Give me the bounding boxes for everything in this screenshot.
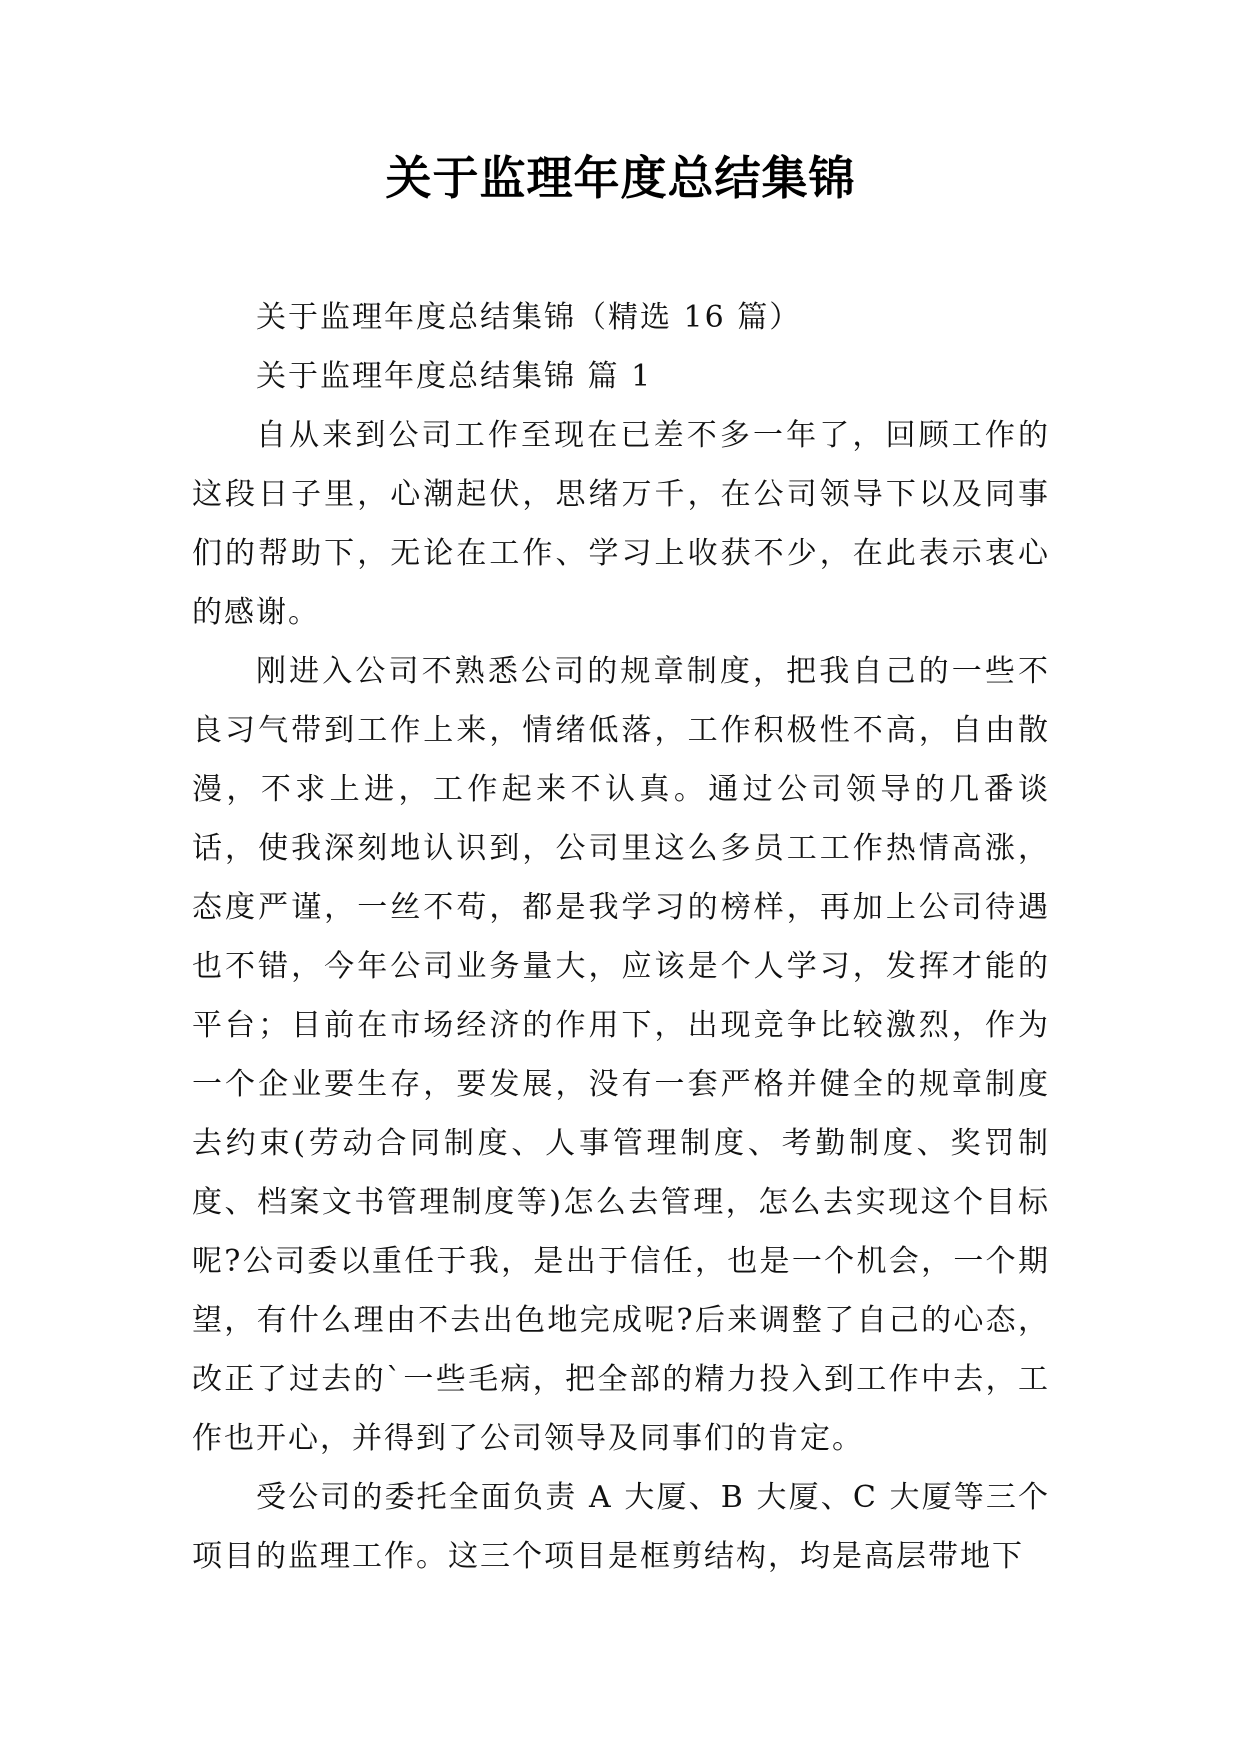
- paragraph-subtitle: 关于监理年度总结集锦（精选 16 篇）: [256, 300, 802, 335]
- paragraph-section-heading: 关于监理年度总结集锦 篇 1: [256, 359, 653, 394]
- paragraph: 刚进入公司不熟悉公司的规章制度，把我自己的一些不良习气带到工作上来，情绪低落，工作积极性不高，自由散漫，不求上进，工作起来不认真。通过公司领导的几番谈话，使我深刻地认识到，公司里这么多员工工作热情高涨，态度严谨，一丝不苟，都是我学习的榜样，再加上公司待遇也不错，今年公司业务量大，应该是个人学习，发挥才能的平台；目前在市场经济的作用下，出现竞争比较激烈，作为一个企业要生存，要发展，没有一套严格并健全的规章制度去约束(劳动合同制度、人事管理制度、考勤制度、奖罚制度、档案文书管理制度等)怎么去管理，怎么去实现这个目标呢?公司委以重任于我，是出于信任，也是一个机会，一个期望，有什么理由不去出色地完成呢?后来调整了自己的心态，改正了过去的`一些毛病，把全部的精力投入到工作中去，工作也开心，并得到了公司领导及同事们的肯定。: [192, 654, 1050, 1456]
- document-body: [192, 288, 1050, 1586]
- document-title: 关于监理年度总结集锦: [385, 151, 856, 205]
- paragraph: 受公司的委托全面负责 A 大厦、B 大厦、C 大厦等三个项目的监理工作。这三个项目是框剪结构，均是高层带地下: [192, 1480, 1050, 1574]
- paragraph: 自从来到公司工作至现在已差不多一年了，回顾工作的这段日子里，心潮起伏，思绪万千，在公司领导下以及同事们的帮助下，无论在工作、学习上收获不少，在此表示衷心的感谢。: [192, 418, 1050, 630]
